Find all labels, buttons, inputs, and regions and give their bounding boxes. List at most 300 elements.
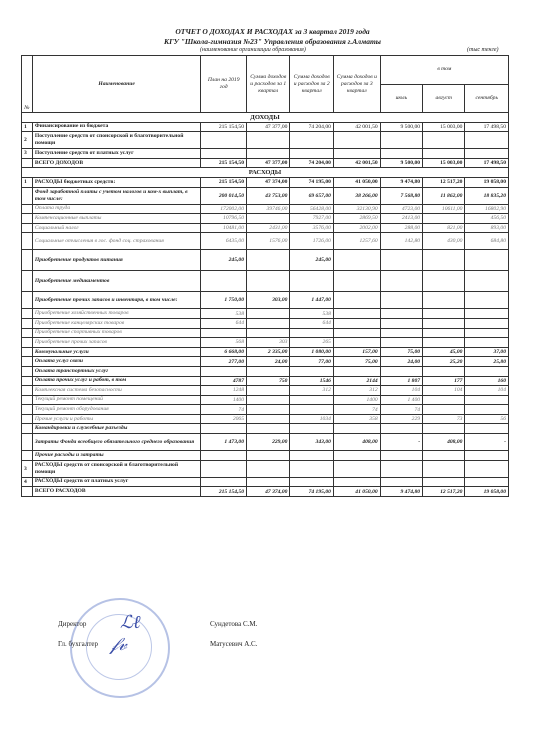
row-number <box>22 357 33 367</box>
row-value: 16802,90 <box>465 204 509 214</box>
col-september: сентябрь <box>465 84 509 113</box>
row-name: Финансирование из бюджета <box>32 122 200 132</box>
row-number <box>22 214 33 224</box>
col-july: июль <box>380 84 422 113</box>
section-income: ДОХОДЫ <box>22 113 509 123</box>
row-value <box>380 132 422 149</box>
row-value: 74 204,00 <box>290 122 333 132</box>
row-name: Прочие расходы и затраты <box>32 451 200 461</box>
table-row <box>22 309 509 319</box>
row-value <box>201 366 247 376</box>
row-value: 41 050,00 <box>333 487 380 497</box>
row-value: 7 568,80 <box>380 187 422 204</box>
row-value: 229 <box>380 414 422 424</box>
row-value: 1 400 <box>380 395 422 405</box>
table-row <box>22 223 509 233</box>
row-value: 277,00 <box>201 357 247 367</box>
row-value <box>423 309 465 319</box>
row-value: 43 753,00 <box>247 187 290 204</box>
row-value <box>380 460 422 477</box>
col-incl: в том <box>380 56 508 85</box>
row-number <box>22 487 33 497</box>
row-value <box>201 149 247 159</box>
row-value <box>423 149 465 159</box>
table-row <box>22 487 509 497</box>
row-value: 4723,00 <box>380 204 422 214</box>
row-value <box>333 292 380 309</box>
row-value: 45,00 <box>423 347 465 357</box>
row-name: Приобретение канцелярских товаров <box>32 318 200 328</box>
row-value: 1400 <box>333 395 380 405</box>
table-row <box>22 395 509 405</box>
table-row <box>22 204 509 214</box>
table-row <box>22 434 509 451</box>
row-value: 821,00 <box>423 223 465 233</box>
row-value: 104 <box>465 386 509 396</box>
row-value: 42 001,50 <box>333 122 380 132</box>
row-value: 142,80 <box>380 233 422 250</box>
row-value: 9 474,80 <box>380 487 422 497</box>
report-title: ОТЧЕТ О ДОХОДАХ И РАСХОДАХ за 3 квартал 2019 года <box>175 27 370 36</box>
row-value <box>201 271 247 292</box>
row-value <box>423 292 465 309</box>
col-no: № <box>22 56 33 113</box>
row-value: 456,50 <box>465 214 509 224</box>
row-value: 215 154,50 <box>201 487 247 497</box>
row-value <box>465 318 509 328</box>
row-value: 9 500,00 <box>380 122 422 132</box>
row-value <box>290 395 333 405</box>
row-value <box>290 366 333 376</box>
row-value <box>423 250 465 271</box>
row-value: 38 266,00 <box>333 187 380 204</box>
row-value <box>465 424 509 434</box>
row-value: 245,00 <box>201 250 247 271</box>
row-number <box>22 309 33 319</box>
row-value <box>465 460 509 477</box>
row-name: Приобретение медикаментов <box>32 271 200 292</box>
row-number <box>22 187 33 204</box>
table-row <box>22 347 509 357</box>
row-number <box>22 366 33 376</box>
director-signature-mark: ℒℓ <box>120 612 141 633</box>
row-value: 17 498,50 <box>465 158 509 168</box>
table-row <box>22 376 509 386</box>
row-value <box>380 338 422 348</box>
table-row <box>22 187 509 204</box>
row-number <box>22 338 33 348</box>
row-value: 343,00 <box>290 434 333 451</box>
row-value: 2 335,00 <box>247 347 290 357</box>
row-value: 265 <box>290 338 333 348</box>
row-value <box>465 338 509 348</box>
row-value <box>465 451 509 461</box>
row-value: 408,00 <box>333 434 380 451</box>
row-value: 10481,00 <box>201 223 247 233</box>
row-number <box>22 451 33 461</box>
row-value: 288,00 <box>380 223 422 233</box>
row-value <box>290 132 333 149</box>
row-value <box>465 405 509 415</box>
table-row <box>22 414 509 424</box>
table-row <box>22 132 509 149</box>
row-value: 104 <box>423 386 465 396</box>
row-name: ВСЕГО ДОХОДОВ <box>32 158 200 168</box>
row-value: 18 835,20 <box>465 187 509 204</box>
row-number: 2 <box>22 132 33 149</box>
row-value <box>247 460 290 477</box>
row-value: 430,00 <box>423 233 465 250</box>
row-value: 69 657,00 <box>290 187 333 204</box>
row-value <box>423 424 465 434</box>
row-value: 17 498,50 <box>465 122 509 132</box>
row-number <box>22 434 33 451</box>
col-q1: Сумма доходов и расходов за 1 квартал <box>247 56 290 113</box>
row-value: 24,00 <box>380 357 422 367</box>
row-name: Прочие услуги и работы <box>32 414 200 424</box>
row-value <box>290 405 333 415</box>
row-value <box>247 328 290 338</box>
row-number <box>22 386 33 396</box>
row-value <box>290 149 333 159</box>
row-value <box>380 271 422 292</box>
col-august: август <box>423 84 465 113</box>
row-value: 229,00 <box>247 434 290 451</box>
row-value: 215 154,50 <box>201 122 247 132</box>
row-value: 2144 <box>333 376 380 386</box>
row-value <box>380 451 422 461</box>
table-row <box>22 292 509 309</box>
row-value <box>423 460 465 477</box>
row-value: 1248 <box>201 386 247 396</box>
row-name: Приобретение продуктов питания <box>32 250 200 271</box>
row-value <box>333 338 380 348</box>
director-label: Директор <box>58 620 87 628</box>
row-value: 312 <box>290 386 333 396</box>
row-value <box>333 477 380 487</box>
row-name: Компенсационные выплаты <box>32 214 200 224</box>
row-value: 74 <box>333 405 380 415</box>
row-value <box>333 132 380 149</box>
table-row <box>22 386 509 396</box>
row-name: Оплата прочих услуг и работ, в том <box>32 376 200 386</box>
row-value <box>423 338 465 348</box>
row-value <box>201 477 247 487</box>
organization-name: КГУ "Школа-гимназия №23" Управления образования г.Алматы <box>163 37 382 46</box>
row-value: 172002,00 <box>201 204 247 214</box>
row-value: 644 <box>290 318 333 328</box>
row-value <box>247 309 290 319</box>
row-value <box>201 451 247 461</box>
row-name: Оплата труда <box>32 204 200 214</box>
row-value <box>247 386 290 396</box>
row-value <box>201 132 247 149</box>
row-name: Приобретение спортивных товаров <box>32 328 200 338</box>
row-value <box>290 424 333 434</box>
table-row <box>22 158 509 168</box>
row-value: 74 195,00 <box>290 487 333 497</box>
row-number <box>22 424 33 434</box>
row-value: 25,20 <box>423 357 465 367</box>
row-value <box>423 451 465 461</box>
row-name: Затраты Фонда всеобщего обязательного среднего образования <box>32 434 200 451</box>
row-value: 177 <box>423 376 465 386</box>
units-caption: (тыс тенге) <box>467 47 499 53</box>
row-value: 215 154,50 <box>201 177 247 187</box>
row-value <box>333 451 380 461</box>
row-value: 9 474,80 <box>380 177 422 187</box>
table-row <box>22 460 509 477</box>
row-value <box>333 328 380 338</box>
row-value: 893,00 <box>465 223 509 233</box>
row-value <box>465 309 509 319</box>
row-value: 12 517,20 <box>423 177 465 187</box>
row-value: 10611,00 <box>423 204 465 214</box>
row-value: 1726,00 <box>290 233 333 250</box>
row-value <box>423 395 465 405</box>
row-name: Текущий ремонт оборудования <box>32 405 200 415</box>
row-number: 1 <box>22 177 33 187</box>
row-value <box>201 460 247 477</box>
row-value: 1 473,00 <box>201 434 247 451</box>
row-value <box>423 132 465 149</box>
row-value: 1546 <box>290 376 333 386</box>
row-value <box>333 460 380 477</box>
row-number <box>22 347 33 357</box>
row-value <box>423 405 465 415</box>
row-value <box>333 318 380 328</box>
row-value: 32130,90 <box>333 204 380 214</box>
row-value: 568 <box>201 338 247 348</box>
row-value <box>247 424 290 434</box>
row-value: 10796,50 <box>201 214 247 224</box>
row-value: 750 <box>247 376 290 386</box>
table-row <box>22 149 509 159</box>
row-name: Поступление средств от платных услуг <box>32 149 200 159</box>
row-value <box>247 149 290 159</box>
row-value: 684,80 <box>465 233 509 250</box>
row-name: Приобретение прочих запасов <box>32 338 200 348</box>
row-number: 4 <box>22 477 33 487</box>
row-value: 73 <box>423 414 465 424</box>
row-value <box>290 271 333 292</box>
row-value <box>247 414 290 424</box>
row-name: РАСХОДЫ бюджетных средств: <box>32 177 200 187</box>
row-value: 157,00 <box>333 347 380 357</box>
row-name: Приобретение прочих запасов и инвентаря, в том числе: <box>32 292 200 309</box>
row-value: 1576,00 <box>247 233 290 250</box>
row-name: ВСЕГО РАСХОДОВ <box>32 487 200 497</box>
director-name: Сундетова С.М. <box>210 620 258 628</box>
col-plan: План на 2019 год <box>201 56 247 113</box>
row-value: 1 750,00 <box>201 292 247 309</box>
row-value: 644 <box>201 318 247 328</box>
row-value <box>423 318 465 328</box>
row-value: 2413,00 <box>380 214 422 224</box>
row-value: 303,00 <box>247 292 290 309</box>
row-value: 200 014,50 <box>201 187 247 204</box>
row-value: 245,00 <box>290 250 333 271</box>
table-row <box>22 177 509 187</box>
row-value <box>333 309 380 319</box>
row-value <box>380 149 422 159</box>
row-value <box>290 451 333 461</box>
row-number <box>22 158 33 168</box>
row-number: 3 <box>22 460 33 477</box>
row-value: 160 <box>465 376 509 386</box>
row-value <box>247 271 290 292</box>
row-value: 11 862,00 <box>423 187 465 204</box>
row-value: 1034 <box>290 414 333 424</box>
table-row <box>22 424 509 434</box>
row-value <box>380 424 422 434</box>
row-value: 6 668,00 <box>201 347 247 357</box>
row-name: Поступление средств от спонсорской и благотворительной помощи <box>32 132 200 149</box>
row-value <box>247 395 290 405</box>
row-number: 1 <box>22 122 33 132</box>
row-value: 77,00 <box>290 357 333 367</box>
row-value <box>247 405 290 415</box>
table-row <box>22 405 509 415</box>
row-value <box>247 132 290 149</box>
row-name: Фонд заработной платы с учетом налогов и ком-х выплат, в том числе: <box>32 187 200 204</box>
row-number <box>22 395 33 405</box>
table-row <box>22 271 509 292</box>
row-value <box>201 328 247 338</box>
row-value: 74 <box>380 405 422 415</box>
row-value: 303 <box>247 338 290 348</box>
row-value <box>380 309 422 319</box>
row-value: 9 500,00 <box>380 158 422 168</box>
row-value: 42 001,50 <box>333 158 380 168</box>
row-name: РАСХОДЫ средств от платных услуг <box>32 477 200 487</box>
row-value: 74 <box>201 405 247 415</box>
row-value: 56428,00 <box>290 204 333 214</box>
row-number <box>22 233 33 250</box>
row-value: 39746,00 <box>247 204 290 214</box>
row-value: 6435,00 <box>201 233 247 250</box>
row-value <box>201 424 247 434</box>
row-value <box>465 132 509 149</box>
table-row <box>22 122 509 132</box>
row-number <box>22 405 33 415</box>
row-value: 75,00 <box>333 357 380 367</box>
row-value <box>333 424 380 434</box>
col-q2: Сумма доходов и расходов за 2 квартал <box>290 56 333 113</box>
row-name: Приобретение хозяйственных товаров <box>32 309 200 319</box>
row-value <box>423 328 465 338</box>
row-value: 41 050,00 <box>333 177 380 187</box>
row-value <box>380 250 422 271</box>
row-value: 538 <box>290 309 333 319</box>
table-row <box>22 477 509 487</box>
row-name: Социальный налог <box>32 223 200 233</box>
row-value <box>380 318 422 328</box>
row-name: Оплата услуг связи <box>32 357 200 367</box>
row-value: 538 <box>201 309 247 319</box>
row-value: 12 517,20 <box>423 487 465 497</box>
row-value: 19 058,00 <box>465 177 509 187</box>
row-value: 1 447,00 <box>290 292 333 309</box>
col-q3: Сумма доходов и расходов за 3 квартал <box>333 56 380 113</box>
table-row <box>22 366 509 376</box>
accountant-name: Матусевич А.С. <box>210 640 258 648</box>
table-row <box>22 328 509 338</box>
row-value: 47 377,00 <box>247 122 290 132</box>
accountant-label: Гл. бухгалтер <box>58 640 99 648</box>
row-name: Текущий ремонт помещений <box>32 395 200 405</box>
row-number <box>22 250 33 271</box>
col-name: Наименование <box>32 56 200 113</box>
row-value: 75,00 <box>380 347 422 357</box>
row-value <box>247 214 290 224</box>
row-number <box>22 271 33 292</box>
row-value: 74 204,00 <box>290 158 333 168</box>
row-value: 1257,60 <box>333 233 380 250</box>
row-value: - <box>380 434 422 451</box>
row-value <box>465 366 509 376</box>
row-value: 19 058,00 <box>465 487 509 497</box>
row-value: 2869,50 <box>333 214 380 224</box>
row-value <box>465 250 509 271</box>
row-name: Командировки и служебные разъезды <box>32 424 200 434</box>
row-value <box>333 149 380 159</box>
row-value <box>247 250 290 271</box>
row-value <box>423 366 465 376</box>
row-value: 1 080,00 <box>290 347 333 357</box>
row-number <box>22 204 33 214</box>
row-value <box>465 292 509 309</box>
row-value <box>380 477 422 487</box>
row-value: 4787 <box>201 376 247 386</box>
row-value <box>423 477 465 487</box>
row-value: 358 <box>333 414 380 424</box>
row-value <box>247 477 290 487</box>
row-number <box>22 223 33 233</box>
row-value <box>333 366 380 376</box>
row-value: 47 374,00 <box>247 487 290 497</box>
row-name: РАСХОДЫ средств от спонсорской и благотворительной помощи <box>32 460 200 477</box>
row-number <box>22 318 33 328</box>
table-row <box>22 318 509 328</box>
row-number: 3 <box>22 149 33 159</box>
row-value: 1400 <box>201 395 247 405</box>
accountant-signature-mark: 𝒻𝓋 <box>110 634 127 655</box>
row-value: 56 <box>465 414 509 424</box>
table-row <box>22 214 509 224</box>
row-value <box>333 250 380 271</box>
row-value: 37,00 <box>465 347 509 357</box>
row-value <box>380 366 422 376</box>
row-number <box>22 414 33 424</box>
row-value <box>380 328 422 338</box>
row-value <box>290 328 333 338</box>
row-value: 47 374,00 <box>247 177 290 187</box>
row-name: Комплексная система безопасности <box>32 386 200 396</box>
row-value: 3576,00 <box>290 223 333 233</box>
row-value <box>465 395 509 405</box>
table-row <box>22 338 509 348</box>
row-value <box>465 328 509 338</box>
row-value <box>247 366 290 376</box>
row-number <box>22 328 33 338</box>
row-value <box>247 318 290 328</box>
row-name: Оплата транспортных услуг <box>32 366 200 376</box>
row-value: 24,00 <box>247 357 290 367</box>
row-value: 47 377,00 <box>247 158 290 168</box>
row-number <box>22 292 33 309</box>
row-value: 104 <box>380 386 422 396</box>
